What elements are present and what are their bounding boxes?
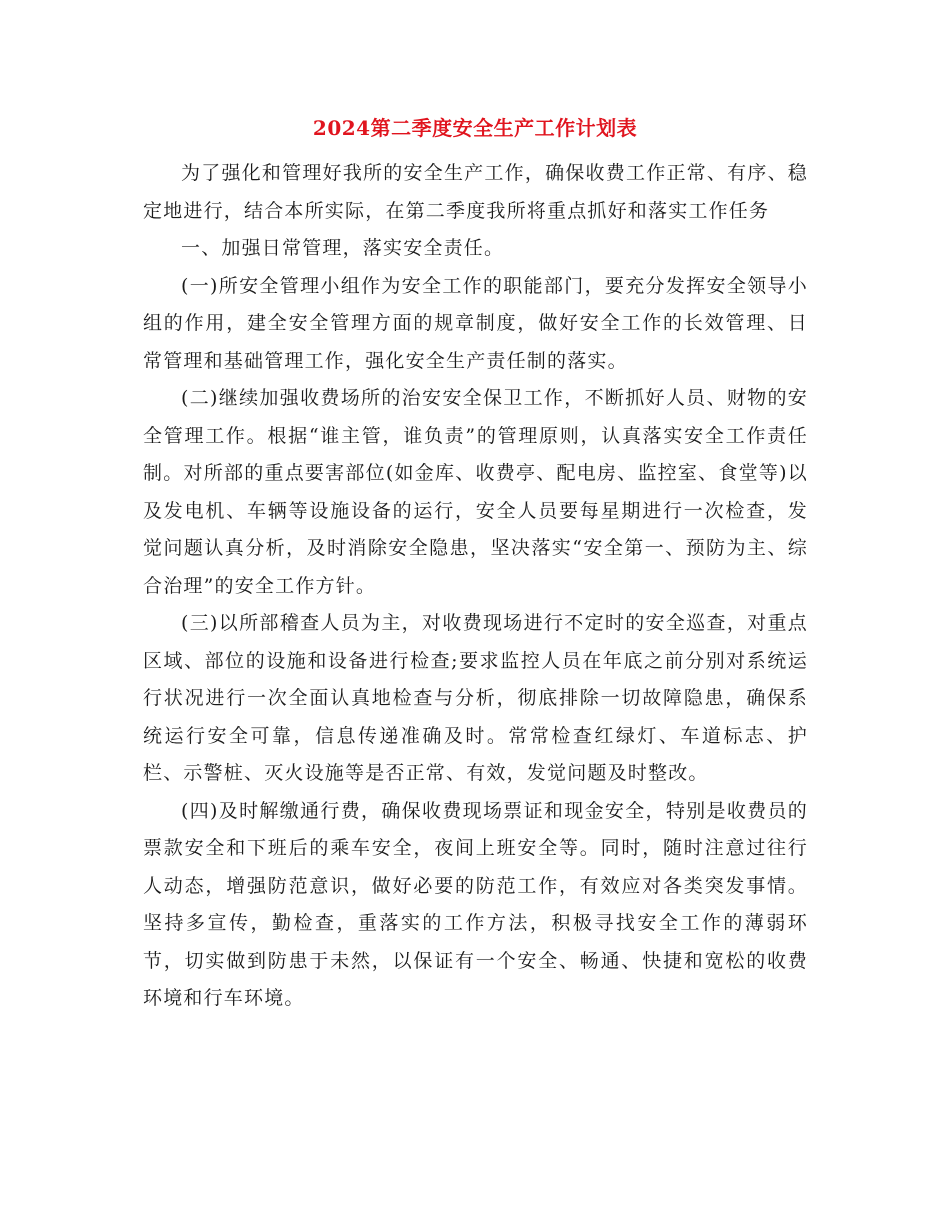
intro-paragraph: 为了强化和管理好我所的安全生产工作，确保收费工作正常、有序、稳定地进行，结合本所实际，在第二季度我所将重点抓好和落实工作任务 xyxy=(143,162,808,222)
document-title: 2024第二季度安全生产工作计划表 xyxy=(312,116,638,140)
document-body xyxy=(143,155,808,1018)
paragraph-item-4: (四)及时解缴通行费，确保收费现场票证和现金安全，特别是收费员的票款安全和下班后的乘车安全，夜间上班安全等。同时，随时注意过往行人动态，增强防范意识，做好必要的防范工作，有效应对各类突发事情。坚持多宣传，勤检查，重落实的工作方法，积极寻找安全工作的薄弱环节，切实做到防患于未然，以保证有一个安全、畅通、快捷和宽松的收费环境和行车环境。 xyxy=(143,799,808,1009)
section-heading: 一、加强日常管理，落实安全责任。 xyxy=(181,237,505,259)
paragraph-item-2: (二)继续加强收费场所的治安安全保卫工作，不断抓好人员、财物的安全管理工作。根据“谁主管，谁负责”的管理原则，认真落实安全工作责任制。对所部的重点要害部位(如金库、收费亭、配电房、监控室、食堂等)以及发电机、车辆等设施设备的运行，安全人员要每星期进行一次检查，发觉问题认真分析，及时消除安全隐患，坚决落实“安全第一、预防为主、综合治理”的安全工作方针。 xyxy=(143,387,808,597)
paragraph-item-3: (三)以所部稽查人员为主，对收费现场进行不定时的安全巡查，对重点区域、部位的设施和设备进行检查;要求监控人员在年底之前分别对系统运行状况进行一次全面认真地检查与分析，彻底排除一切故障隐患，确保系统运行安全可靠，信息传递准确及时。常常检查红绿灯、车道标志、护栏、示警桩、灭火设施等是否正常、有效，发觉问题及时整改。 xyxy=(143,612,808,784)
paragraph-item-1: (一)所安全管理小组作为安全工作的职能部门，要充分发挥安全领导小组的作用，建全安全管理方面的规章制度，做好安全工作的长效管理、日常管理和基础管理工作，强化安全生产责任制的落实。 xyxy=(143,274,808,372)
